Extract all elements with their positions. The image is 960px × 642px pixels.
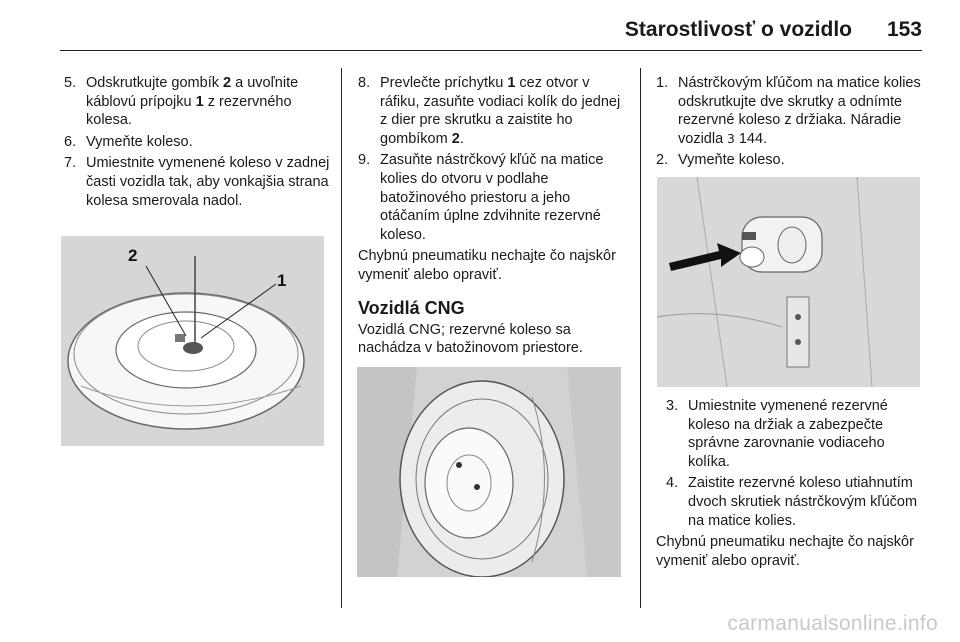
step-text: Umiestnite vymenené rezervné koleso na držiak a zabezpečte správne zarovnanie vodiaceho kolíka. [688,398,888,470]
figure-wheel-holder [657,177,920,387]
spare-wheel-illustration [61,236,324,446]
figure-spare-wheel-cable [61,236,324,446]
figure-label-1: 1 [277,271,287,290]
trunk-wheel-illustration [357,367,621,577]
step-number: 3. [666,398,679,414]
wheel-holder-illustration [657,177,920,387]
step-item [656,151,924,170]
page-header [60,14,922,51]
step-ref: 2 [451,130,460,147]
step-ref: 1 [507,75,516,91]
step-text: z rezervného kolesa. [86,93,292,129]
step-ref: 1 [195,93,204,110]
step-number: 6. [64,133,77,150]
column-3 [656,74,924,173]
step-item [656,74,924,148]
step-text: Vymeňte koleso. [86,133,193,150]
paragraph: Vozidlá CNG; rezervné koleso sa nachádza v batožinovom priestore. [358,321,583,357]
step-ref: 2 [223,75,232,91]
step-text: Umiestnite vymenené koleso v zadnej časti vozidla tak, aby vonkajšia strana kolesa smerovala nadol. [86,155,330,209]
step-number: 5. [64,75,77,91]
cross-reference-icon: 3 [727,131,735,146]
paragraph: Chybnú pneumatiku nechajte čo najskôr vymeniť alebo opraviť. [358,248,616,283]
step-list [656,74,924,170]
step-text: Vymeňte koleso. [678,152,785,169]
step-text: a uvoľnite káblovú prípojku [86,75,299,110]
step-number: 2. [656,152,669,169]
step-item [64,74,332,130]
column-1 [64,74,332,213]
figure-spare-wheel-trunk [357,367,621,577]
step-text: Odskrutkujte gombík [86,75,223,91]
step-number: 7. [64,155,77,172]
step-item [666,397,924,471]
step-text: Nástrčkovým kľúčom na matice kolies odskrutkujte dve skrutky a odnímte rezervné koleso z držiaka. Náradie vozidla [678,75,921,147]
step-text: Prevlečte príchytku [380,75,508,91]
page-title: Starostlivosť o vozidlo [624,18,852,41]
step-list [656,397,924,530]
step-item [666,474,924,530]
step-text: 144. [734,130,768,147]
column-2 [358,74,626,362]
section-heading: Vozidlá CNG [358,297,465,318]
step-number: 9. [358,152,371,169]
step-number: 8. [358,75,371,91]
step-text: Zaistite rezervné koleso utiahnutím dvoch skrutiek nástrčkovým kľúčom na matice kolies. [688,475,918,529]
column-3-continued [656,397,924,574]
step-item [64,133,332,152]
watermark: carmanualsonline.info [727,612,938,635]
figure-label-2: 2 [128,246,138,265]
step-text: . [459,130,464,147]
page-number: 153 [886,18,922,41]
step-item [64,154,332,210]
paragraph: Chybnú pneumatiku nechajte čo najskôr vymeniť alebo opraviť. [656,534,914,569]
step-list [358,74,626,244]
step-number: 4. [666,475,679,492]
step-text: cez otvor v ráfiku, zasuňte vodiaci kolík do jednej z dier pre skrutku a zaistite ho gombíkom [380,75,621,147]
column-divider [341,68,342,608]
step-item [358,74,626,148]
step-text: Zasuňte nástrčkový kľúč na matice kolies do otvoru v podlahe batožinového priestoru a jeho otáčaním úplne zdvihnite rezervné koleso. [380,152,604,243]
step-number: 1. [656,75,669,91]
step-list [64,74,332,210]
column-divider [640,68,641,608]
step-item [358,151,626,244]
